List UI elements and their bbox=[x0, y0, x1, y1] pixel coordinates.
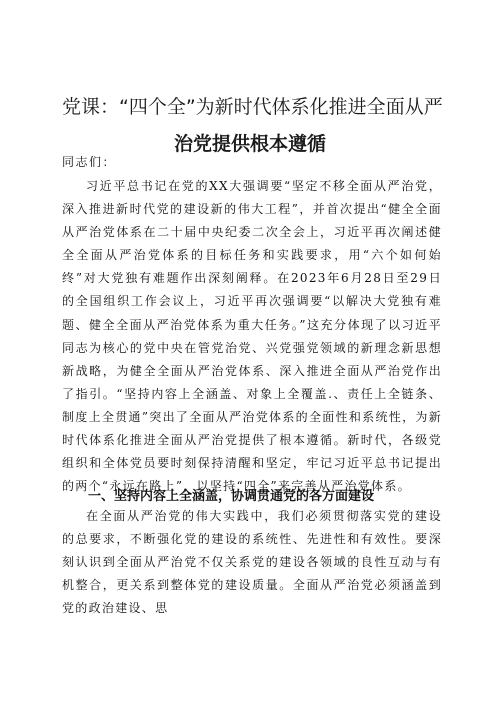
document-title-line-2: 治党提供根本遵循 bbox=[173, 133, 326, 155]
section-heading-1: 一、坚持内容上全涵盖，协调贯通党的各方面建设 bbox=[88, 489, 375, 504]
salutation: 同志们： bbox=[62, 155, 117, 169]
body-paragraph-2: 在全面从严治党的伟大实践中，我们必须贯彻落实党的建设的总要求，不断强化党的建设的系统性、先进性和有效性。要深刻认识到全面从严治党不仅关系党的建设各领域的良性互动与有机整合，更关系到整体党的建设质量。全面从严治党必须涵盖到党的政治建设、思 bbox=[62, 509, 442, 616]
document-title-line-1: 党课：“四个全”为新时代体系化推进全面从严 bbox=[62, 96, 443, 118]
body-paragraph-1: 习近平总书记在党的XX大强调要“坚定不移全面从严治党，深入推进新时代党的建设新的伟大工程”，并首次提出“健全全面从严治党体系在二十届中央纪委二次全会上，习近平再次阐述健全全面从严治党体系的目标任务和实践要求，用“六个如何始终”对大党独有难题作出深刻阐释。在2023年6月28日至29日的全国组织工作会议上，习近平再次强调要“以解决大党独有难题、健全全面从严治党体系为重大任务。”这充分体现了以习近平同志为核心的党中央在管党治党、兴党强党领域的新理念新思想新战略，为健全全面从严治党体系、深入推进全面从严治党作出了指引。“坚持内容上全涵盖、对象上全覆盖.、责任上全链条、制度上全贯通”突出了全面从严治党体系的全面性和系统性，为新时代体系化推进全面从严治党提供了根本遵循。新时代，各级党组织和全体党员要时刻保持清醒和坚定，牢记习近平总书记提出的两个“永远在路上”，以坚持“四全”来完善从严治党体系。 bbox=[62, 179, 442, 494]
